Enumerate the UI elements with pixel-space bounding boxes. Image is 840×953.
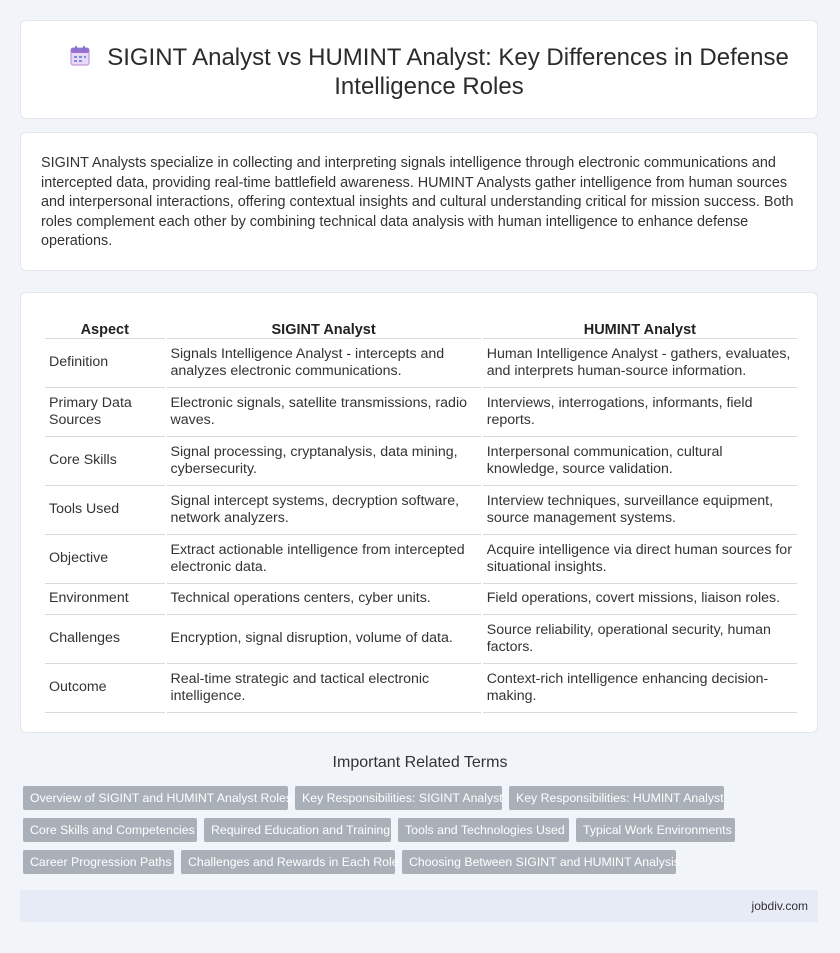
humint-cell: Interviews, interrogations, informants, field reports. <box>483 388 797 437</box>
comparison-table-card <box>20 292 818 733</box>
sigint-cell: Signal processing, cryptanalysis, data mining, cybersecurity. <box>167 437 481 486</box>
aspect-cell: Core Skills <box>45 437 165 486</box>
header-sigint: SIGINT Analyst <box>167 316 481 339</box>
humint-cell: Interview techniques, surveillance equipment, source management systems. <box>483 486 797 535</box>
related-term-tag[interactable]: Overview of SIGINT and HUMINT Analyst Roles <box>23 786 288 810</box>
related-terms-title: Important Related Terms <box>332 754 508 771</box>
footer-site-link[interactable]: jobdiv.com <box>751 899 808 913</box>
summary-text: SIGINT Analysts specialize in collecting and interpreting signals intelligence through electronic communications and intercepted data, providing real-time battlefield awareness. HUMINT Analysts gather intelligence from human sources and interpersonal interactions, offering contextual insights and cultural understanding critical for mission success. Both roles complement each other by combining technical data analysis with human intelligence to enhance defense operations. <box>41 155 794 249</box>
table-row <box>45 535 797 584</box>
aspect-cell: Outcome <box>45 664 165 713</box>
footer <box>20 890 818 922</box>
related-term-tag[interactable]: Core Skills and Competencies <box>23 818 197 842</box>
sigint-cell: Technical operations centers, cyber units. <box>167 584 481 615</box>
table-row <box>45 388 797 437</box>
sigint-cell: Electronic signals, satellite transmissions, radio waves. <box>167 388 481 437</box>
sigint-cell: Signal intercept systems, decryption software, network analyzers. <box>167 486 481 535</box>
aspect-cell: Tools Used <box>45 486 165 535</box>
related-term-tag[interactable]: Challenges and Rewards in Each Role <box>181 850 395 874</box>
humint-cell: Acquire intelligence via direct human sources for situational insights. <box>483 535 797 584</box>
humint-cell: Human Intelligence Analyst - gathers, evaluates, and interprets human-source information. <box>483 339 797 388</box>
related-term-tag[interactable]: Key Responsibilities: SIGINT Analyst <box>295 786 502 810</box>
aspect-cell: Definition <box>45 339 165 388</box>
sigint-cell: Signals Intelligence Analyst - intercepts and analyzes electronic communications. <box>167 339 481 388</box>
aspect-cell: Environment <box>45 584 165 615</box>
humint-cell: Context-rich intelligence enhancing decision-making. <box>483 664 797 713</box>
sigint-cell: Encryption, signal disruption, volume of data. <box>167 615 481 664</box>
humint-cell: Source reliability, operational security, human factors. <box>483 615 797 664</box>
sigint-cell: Extract actionable intelligence from intercepted electronic data. <box>167 535 481 584</box>
related-term-tag[interactable]: Required Education and Training <box>204 818 391 842</box>
aspect-cell: Challenges <box>45 615 165 664</box>
comparison-table <box>43 316 799 713</box>
table-row <box>45 664 797 713</box>
calendar-icon <box>69 45 91 65</box>
page-title <box>61 43 797 101</box>
table-row <box>45 437 797 486</box>
related-term-tag[interactable]: Choosing Between SIGINT and HUMINT Analysis <box>402 850 676 874</box>
title-card <box>20 20 818 119</box>
related-term-tag[interactable]: Career Progression Paths <box>23 850 174 874</box>
humint-cell: Field operations, covert missions, liaison roles. <box>483 584 797 615</box>
table-row <box>45 339 797 388</box>
table-row <box>45 615 797 664</box>
table-row <box>45 584 797 615</box>
aspect-cell: Objective <box>45 535 165 584</box>
sigint-cell: Real-time strategic and tactical electronic intelligence. <box>167 664 481 713</box>
related-term-tag[interactable]: Typical Work Environments <box>576 818 735 842</box>
humint-cell: Interpersonal communication, cultural knowledge, source validation. <box>483 437 797 486</box>
header-humint: HUMINT Analyst <box>483 316 797 339</box>
related-term-tag[interactable]: Key Responsibilities: HUMINT Analyst <box>509 786 724 810</box>
aspect-cell: Primary Data Sources <box>45 388 165 437</box>
related-term-tag[interactable]: Tools and Technologies Used <box>398 818 569 842</box>
header-aspect: Aspect <box>45 316 165 339</box>
table-header-row <box>45 316 797 339</box>
page-title-text: SIGINT Analyst vs HUMINT Analyst: Key Differences in Defense Intelligence Roles <box>107 44 789 100</box>
summary-card <box>20 132 818 271</box>
table-row <box>45 486 797 535</box>
